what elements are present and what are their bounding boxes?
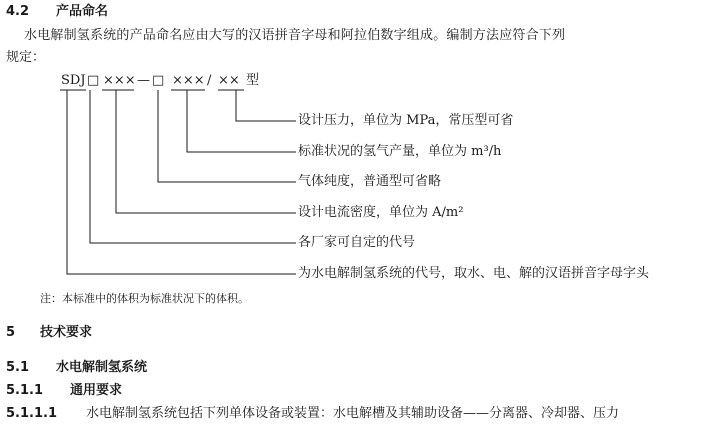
section-number-5-1: 5.1 (6, 360, 30, 375)
code-xxx-1: ××× (103, 73, 136, 88)
section-number-5-1-1: 5.1.1 (6, 383, 44, 398)
section-title-4-2: 产品命名 (56, 4, 109, 19)
note: 注：本标准中的体积为标准状况下的体积。 (40, 292, 249, 305)
section-title-5: 技术要求 (40, 325, 93, 340)
code-dash: — (137, 73, 150, 88)
annotation-hydrogen-output: 标准状况的氢气产量，单位为 m³/h (298, 144, 502, 159)
section-text-5-1-1-1: 水电解制氢系统包括下列单体设备或装置：水电解槽及其辅助设备——分离器、冷却器、压力 (86, 406, 620, 421)
annotation-pressure: 设计压力，单位为 MPa，常压型可省 (298, 113, 514, 128)
code-suffix: 型 (246, 73, 260, 88)
paragraph-line-1: 水电解制氢系统的产品命名应由大写的汉语拼音字母和阿拉伯数字组成。编制方法应符合下列 (24, 28, 566, 43)
paragraph-line-2: 规定： (6, 50, 46, 65)
section-number-4-2: 4.2 (6, 4, 30, 19)
code-box-1: □ (87, 73, 100, 88)
annotation-current-density: 设计电流密度，单位为 A/m² (298, 205, 464, 220)
section-number-5-1-1-1: 5.1.1.1 (6, 406, 57, 421)
code-prefix: SDJ (61, 73, 86, 88)
section-number-5: 5 (6, 325, 16, 340)
section-title-5-1: 水电解制氢系统 (56, 360, 148, 375)
annotation-system-code: 为水电解制氢系统的代号，取水、电、解的汉语拼音字母字头 (298, 266, 650, 281)
code-xxx-2: ××× (172, 73, 205, 88)
code-xx: ×× (218, 73, 240, 88)
code-box-2: □ (152, 73, 165, 88)
section-title-5-1-1: 通用要求 (70, 383, 123, 398)
leader-pressure (236, 90, 296, 121)
annotation-manufacturer-code: 各厂家可自定的代号 (298, 235, 416, 250)
leader-purity (158, 90, 296, 182)
annotation-purity: 气体纯度，普通型可省略 (298, 174, 442, 189)
leader-manufacturer-code (90, 90, 296, 243)
code-slash: / (207, 73, 212, 88)
